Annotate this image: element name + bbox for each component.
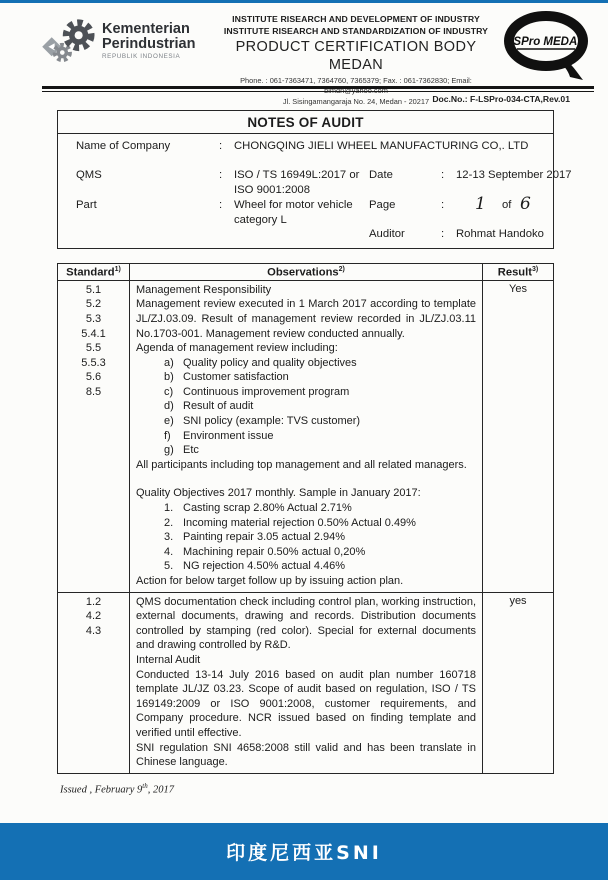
list-item: b) Customer satisfaction — [164, 371, 289, 384]
participants-line: All participants including top management and all related managers. — [136, 458, 467, 471]
date-value: 12-13 September 2017 — [456, 169, 572, 181]
banner-chinese-text: 印度尼西亚SNI — [226, 842, 382, 864]
contact-line: Phone. : 061-7363471, 7364760, 7365379; Fax. : 061-7362830; Email: bimdn@yahoo.com — [240, 76, 472, 95]
result-cell: yes — [509, 594, 527, 607]
observations-cell — [130, 281, 483, 592]
certification-body-title: PRODUCT CERTIFICATION BODY MEDAN — [235, 39, 477, 73]
blank-line — [136, 472, 476, 486]
colon: : — [441, 199, 445, 211]
observation-subtitle: Internal Audit — [136, 653, 201, 666]
institute-header — [214, 10, 498, 107]
objectives-intro: Quality Objectives 2017 monthly. Sample in January 2017: — [136, 487, 421, 500]
page-of: of — [502, 199, 512, 211]
list-item: d) Result of audit — [164, 400, 254, 413]
lspro-q-icon — [500, 10, 592, 82]
ministry-name-line2: Perindustrian — [102, 36, 196, 52]
observation-paragraph: SNI regulation SNI 4658:2008 still valid and has been translate in Chinese language. — [136, 741, 476, 769]
list-item: 3. Painting repair 3.05 actual 2.94% — [164, 531, 346, 544]
colon: : — [219, 140, 223, 152]
gear-icon — [42, 16, 98, 66]
bottom-banner — [0, 823, 608, 880]
company-label: Name of Company — [76, 140, 171, 152]
institute-line1: INSTITUTE RISEARCH AND DEVELOPMENT OF INDUSTRY — [232, 14, 480, 24]
colon: : — [219, 199, 223, 211]
ministry-name — [102, 22, 195, 60]
lspro-medan-logo — [498, 10, 594, 82]
ministry-logo — [42, 16, 214, 66]
qms-value-line1: ISO / TS 16949L:2017 or — [234, 169, 360, 181]
observation-title: Management Responsibility — [136, 283, 272, 296]
list-item: f) Environment issue — [164, 429, 274, 442]
part-value-line1: Wheel for motor vehicle — [234, 199, 353, 211]
audit-info-box — [57, 110, 572, 249]
date-label: Date — [369, 169, 393, 181]
part-value-line2: category L — [234, 214, 287, 226]
ministry-name-line3: REPUBLIK INDONESIA — [102, 53, 181, 60]
colon: : — [441, 169, 445, 181]
agenda-intro: Agenda of management review including: — [136, 342, 338, 355]
institute-line2: INSTITUTE RISEARCH AND STANDARDIZATION OF INDUSTRY — [223, 25, 489, 36]
page-current-handwritten: 1 — [475, 194, 486, 214]
top-blue-bar — [0, 0, 608, 3]
issued-ordinal: th — [142, 782, 148, 790]
company-value: CHONGQING JIELI WHEEL MANUFACTURING CO,. LTD — [234, 140, 529, 152]
doc-number: Doc.No.: F-LSPro-034-CTA,Rev.01 — [432, 94, 570, 104]
list-item: g) Etc — [164, 444, 199, 457]
standard-cell: 5.1 5.2 5.3 5.4.1 5.5 5.5.3 5.6 8.5 — [58, 281, 130, 592]
qms-value-line2: ISO 9001:2008 — [234, 184, 311, 196]
list-item: 2. Incoming material rejection 0.50% Actual 0.49% — [164, 516, 416, 529]
list-item: 4. Machining repair 0.50% actual 0,20% — [164, 545, 366, 558]
standard-cell: 1.2 4.2 4.3 — [58, 593, 130, 773]
address-line: Jl. Sisingamangaraja No. 24, Medan - 20217 — [282, 97, 430, 106]
observation-paragraph: Conducted 13-14 July 2016 based on audit plan number 160718 template JL/JZ 03.23. Scope of audit based on regulation, ISO / TS 169149:2009 or ISO 9001:2008, customer requirements, and Company procedure. NCR issued based on finding template and verified until effective. — [136, 668, 476, 739]
page-label: Page — [369, 199, 396, 211]
table-row — [58, 280, 553, 592]
auditor-label: Auditor — [369, 228, 405, 240]
colon: : — [441, 228, 445, 240]
observation-paragraph: Management review executed in 1 March 2017 according to template JL/ZJ.03.09. Result of management review recorded in JL/ZJ.03.11 No.1703-001. Management review conducted annually. — [136, 298, 476, 340]
issued-line — [60, 782, 174, 796]
list-item: c) Continuous improvement program — [164, 385, 350, 398]
audit-table — [57, 263, 554, 774]
header-divider — [42, 86, 594, 92]
colon: : — [219, 169, 223, 181]
letterhead — [42, 10, 594, 107]
list-item: a) Quality policy and quality objectives — [164, 356, 357, 369]
list-item: 1. Casting scrap 2.80% Actual 2.71% — [164, 502, 352, 515]
action-line: Action for below target follow up by issuing action plan. — [136, 575, 404, 588]
table-row — [58, 592, 553, 773]
issued-suffix: , 2017 — [147, 784, 174, 796]
form-title: NOTES OF AUDIT — [58, 111, 553, 134]
col-header-result: Result$^{3)}$ — [497, 266, 539, 279]
page-total-handwritten: 6 — [520, 194, 531, 214]
auditor-value: Rohmat Handoko — [456, 228, 544, 240]
issued-prefix: Issued , February 9 — [60, 784, 143, 796]
ministry-name-line1: Kementerian — [102, 21, 190, 37]
col-header-standard: Standard$^{1)}$ — [58, 264, 130, 280]
list-item: 5. NG rejection 4.50% actual 4.46% — [164, 560, 346, 573]
result-cell: Yes — [509, 282, 527, 295]
qms-label: QMS — [76, 169, 102, 181]
part-label: Part — [76, 199, 97, 211]
observation-paragraph: QMS documentation check including control plan, working instruction, external documents, drawing and records. Distribution documents controlled by stamping (red color). Special for external documents and drawing controlled by R&D. — [136, 595, 476, 652]
col-header-observations: Observations$^{2)}$ — [130, 264, 483, 280]
table-header-row — [58, 264, 553, 280]
list-item: e) SNI policy (example: TVS customer) — [164, 415, 361, 428]
observations-cell — [130, 593, 483, 773]
lspro-logo-text: LSPro MEDAN — [506, 36, 586, 48]
